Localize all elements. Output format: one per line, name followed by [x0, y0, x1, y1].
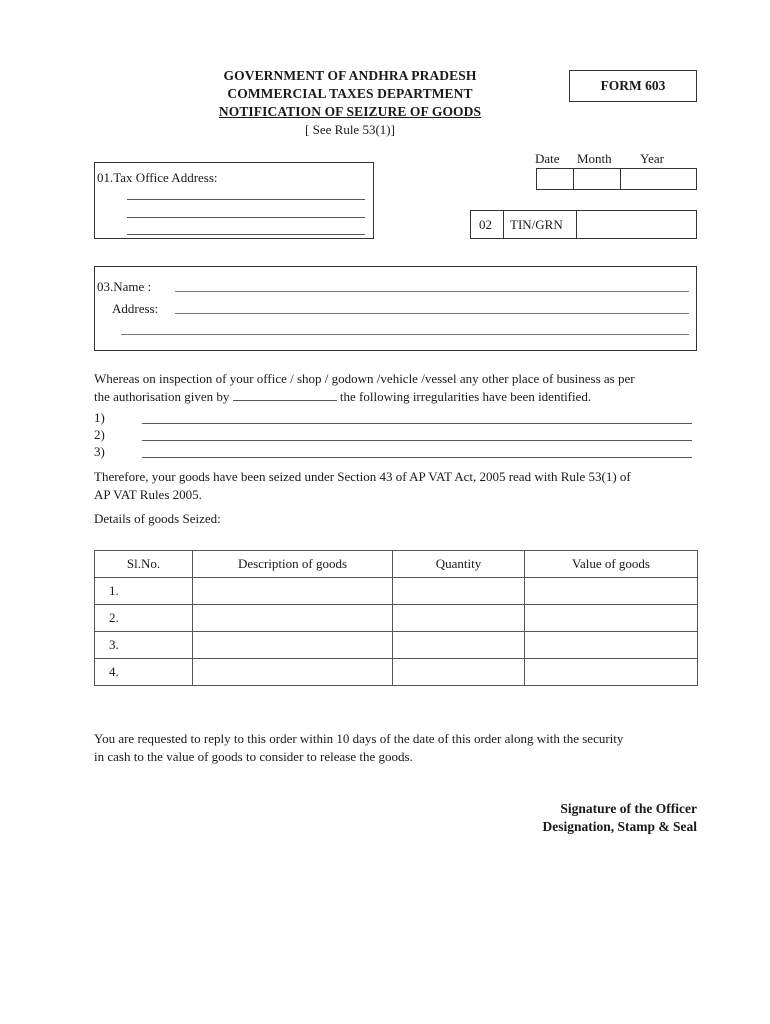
form-number: FORM 603 — [600, 78, 666, 93]
description-cell[interactable] — [193, 578, 393, 605]
year-label: Year — [640, 151, 664, 166]
tin-input[interactable] — [578, 212, 696, 237]
reply-text-line-2: in cash to the value of goods to consider to release the goods. — [94, 749, 413, 764]
authorisation-suffix: the following irregularities have been identified. — [339, 389, 592, 404]
form-number-box — [569, 70, 697, 102]
irregularity-number-3: 3) — [94, 444, 105, 459]
description-cell[interactable] — [193, 659, 393, 686]
column-header-quantity: Quantity — [393, 551, 525, 578]
date-input[interactable] — [572, 169, 618, 189]
table-row — [95, 659, 698, 686]
authorisation-field[interactable] — [233, 389, 337, 401]
column-header-description: Description of goods — [193, 551, 393, 578]
tax-office-line-2[interactable] — [127, 217, 365, 218]
header-department: COMMERCIAL TAXES DEPARTMENT — [227, 86, 473, 101]
row-number: 1. — [95, 578, 193, 605]
address-field-2[interactable] — [121, 334, 689, 335]
tin-number: 02 — [479, 217, 492, 232]
goods-table-header — [95, 551, 698, 578]
tax-office-box — [94, 162, 374, 239]
row-number: 4. — [95, 659, 193, 686]
address-label: Address: — [112, 301, 159, 316]
column-header-slno: Sl.No. — [95, 551, 193, 578]
table-row — [95, 605, 698, 632]
date-label: Date — [535, 151, 560, 166]
value-cell[interactable] — [525, 578, 698, 605]
inspection-text: Whereas on inspection of your office / shop / godown /vehicle /vessel any other place of business as per — [94, 371, 635, 386]
irregularity-number-2: 2) — [94, 427, 105, 442]
authorisation-text — [94, 389, 591, 405]
details-label: Details of goods Seized: — [94, 511, 221, 526]
reply-text-line-1: You are requested to reply to this order within 10 days of the date of this order along with the security — [94, 731, 624, 746]
tin-label: TIN/GRN — [510, 217, 563, 232]
rule-reference: [ See Rule 53(1)] — [305, 122, 395, 137]
tax-office-line-1[interactable] — [127, 199, 365, 200]
value-cell[interactable] — [525, 605, 698, 632]
seizure-text-line-1: Therefore, your goods have been seized under Section 43 of AP VAT Act, 2005 read with Rule 53(1) of — [94, 469, 631, 484]
seizure-text-line-2: AP VAT Rules 2005. — [94, 487, 202, 502]
name-label: 03.Name : — [97, 279, 152, 294]
value-cell[interactable] — [525, 632, 698, 659]
irregularity-field-2[interactable] — [142, 440, 692, 441]
row-number: 3. — [95, 632, 193, 659]
authorisation-prefix: the authorisation given by — [94, 389, 230, 404]
day-input[interactable] — [537, 169, 572, 189]
irregularity-field-3[interactable] — [142, 457, 692, 458]
signature-label: Signature of the Officer — [560, 801, 697, 816]
quantity-cell[interactable] — [393, 578, 525, 605]
irregularity-field-1[interactable] — [142, 423, 692, 424]
value-cell[interactable] — [525, 659, 698, 686]
table-row — [95, 632, 698, 659]
description-cell[interactable] — [193, 605, 393, 632]
description-cell[interactable] — [193, 632, 393, 659]
address-field-1[interactable] — [175, 313, 689, 314]
column-header-value: Value of goods — [525, 551, 698, 578]
designation-label: Designation, Stamp & Seal — [542, 819, 697, 834]
row-number: 2. — [95, 605, 193, 632]
table-row — [95, 578, 698, 605]
quantity-cell[interactable] — [393, 659, 525, 686]
irregularity-number-1: 1) — [94, 410, 105, 425]
quantity-cell[interactable] — [393, 632, 525, 659]
tax-office-line-3[interactable] — [127, 234, 365, 235]
quantity-cell[interactable] — [393, 605, 525, 632]
tax-office-label: 01.Tax Office Address: — [97, 170, 218, 185]
name-field[interactable] — [175, 291, 689, 292]
header-government: GOVERNMENT OF ANDHRA PRADESH — [223, 68, 477, 83]
goods-table — [94, 550, 698, 686]
tin-box — [470, 210, 697, 239]
year-input[interactable] — [620, 169, 696, 189]
month-label: Month — [577, 151, 612, 166]
party-box — [94, 266, 697, 351]
page-title: NOTIFICATION OF SEIZURE OF GOODS — [218, 104, 482, 119]
